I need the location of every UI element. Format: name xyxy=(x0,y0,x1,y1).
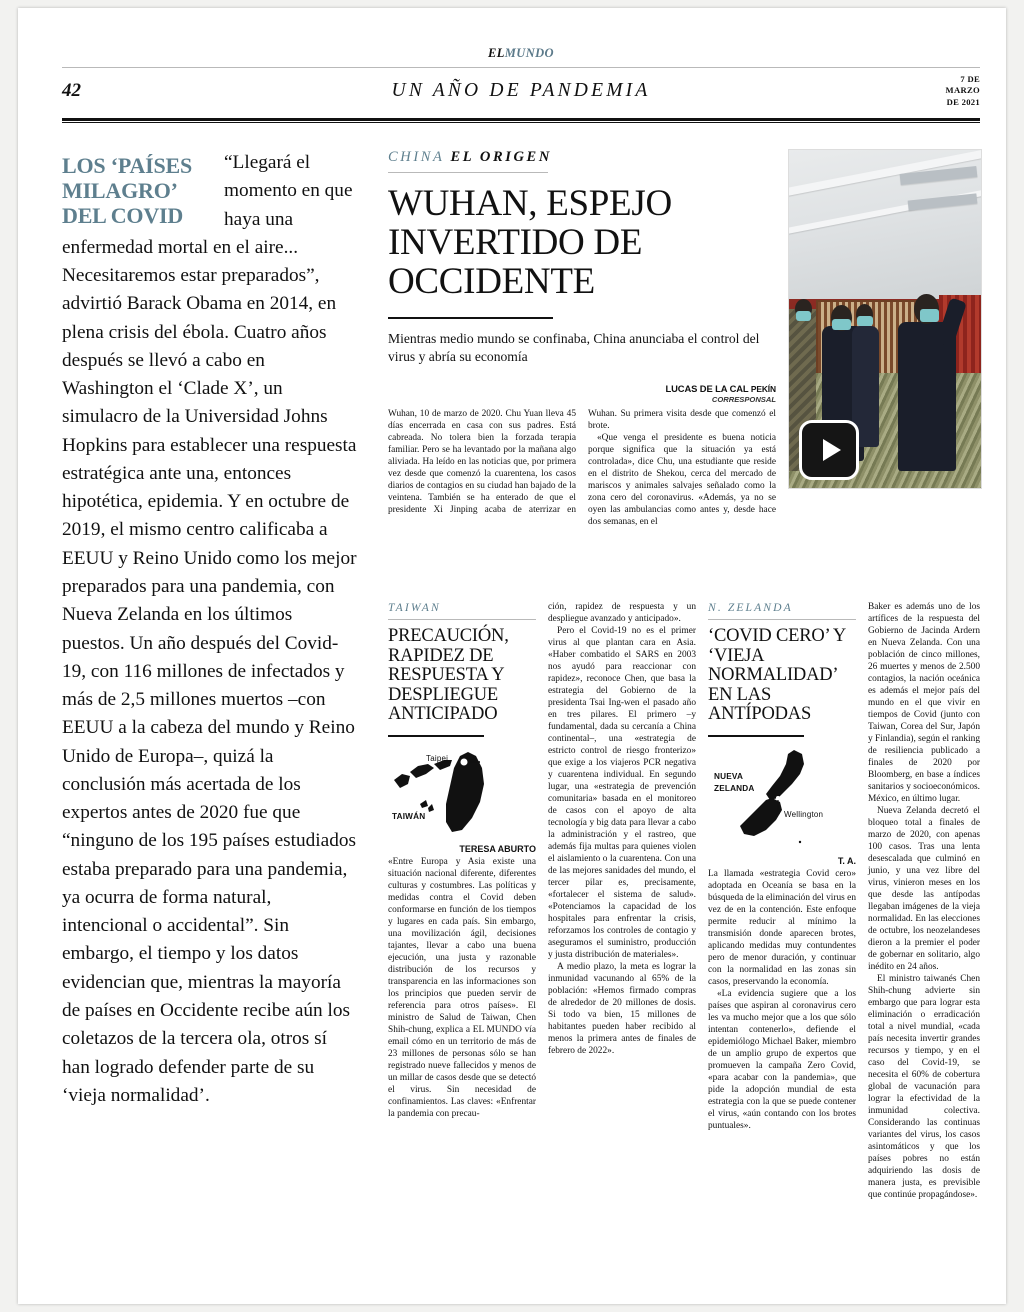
taiwan-overline: TAIWAN xyxy=(388,601,441,614)
photo-mask-xi xyxy=(920,309,939,323)
photo-mask-soldier xyxy=(796,311,811,321)
nzelanda-body-col-1 xyxy=(708,868,856,1132)
main-overline-topic: EL ORIGEN xyxy=(450,149,552,165)
byline-role: CORRESPONSAL xyxy=(711,394,776,404)
play-video-button[interactable] xyxy=(799,420,859,480)
date-line-1: 7 DE xyxy=(960,74,980,84)
nzelanda-body-col-2 xyxy=(868,601,980,1201)
taiwan-col2-para-2: Pero el Covid-19 no es el primer virus al que plantan cara en Asia. «Haber combatido el SARS en 2003 nos ayudó para reaccionar con rapidez», reconoce Chen, que basa la estrategia del Gobierno de la presidenta Tsai Ing-wen el pasado año en tres pilares. El primero –y fundamental, dada su cercanía a China continental–, una «estrategia de estricto control de riesgo fronterizo» que exige a los viajeros PCR negativa y cuarentena individual. En segundo lugar, una «estrategia de prevención comunitaria» basada en el monitoreo de casos con el apoyo de alta tecnología y big data para llevar a cabo la administración y el rastreo, que además fija multas para quienes violen el aislamiento o la cuarentena. Con una de las mejores sanidades del mundo, el tercer pilar es, precisamente, «fortalecer el sistema de salud». «Potenciamos la capacidad de los hospitales para enfrentar la crisis, reforzamos los controles de contagio y aseguramos el suministro, producción y justa distribución de materiales». xyxy=(548,626,696,960)
nzelanda-byline: T. A. xyxy=(837,856,856,867)
nzelanda-section-column-2 xyxy=(868,601,980,1201)
taiwan-map-svg xyxy=(388,746,536,838)
taiwan-map-country-label: TAIWÁN xyxy=(392,812,426,822)
main-overline xyxy=(388,149,776,166)
nzelanda-headline: ‘COVID CERO’ Y ‘VIEJA NORMALIDAD’ EN LAS ANTÍPODAS xyxy=(708,626,846,725)
main-overline-section: CHINA xyxy=(388,149,445,165)
nzelanda-map xyxy=(708,746,856,850)
nzelanda-map-svg xyxy=(708,746,856,850)
newspaper-page xyxy=(18,8,1006,1304)
photo-mask-3 xyxy=(857,316,872,326)
main-para-1: Wuhan, 10 de marzo de 2020. Chu Yuan lleva 45 días encerrada en casa con sus padres. Está cabreada. No tolera bien la forzada terapia familiar. Pero se ha levantado por la mañana algo aliviada. Ha leído en las noticias que, por primera vez desde que comenzó la cuarentena, los casos diarios de contagios en su ciudad han bajado de la veintena. También se ha enterado de que el presidente Xi Jinping acaba de aterrizar en Wuhan. Su primera visita desde que comenzó el brote. xyxy=(388,408,776,515)
masthead xyxy=(62,46,980,64)
main-headline-rule xyxy=(388,317,553,319)
nzelanda-col2-para-1: Baker es además uno de los artífices de la respuesta del Gobierno de Jacinda Ardern en Nueva Zelanda. Con una población de cinco millones, 26 muertes y menos de 2.500 contagios, la nación oceánica es además el mejor país del mundo en el que vivir en tiempos de Covid (junto con Taiwan, Corea del Sur, Japón y Finlandia), según el ranking de resiliencia publicado a finales de 2020 por Bloomberg, en base a índices sanitarios y socioeconómicos. México, en último lugar. xyxy=(868,602,980,804)
taiwan-byline: TERESA ABURTO xyxy=(459,844,536,855)
nzelanda-col1-para-2: «La evidencia sugiere que a los países que aspiran al coronavirus cero les va mucho mejor que a los que sólo intentan contenerlo», defiende el epidemiólogo Michael Baker, miembro de un amplio grupo de expertos que promueven la campaña Zero Covid, «para acabar con la pandemia», que pide la adopción mundial de esta estrategia con la que se puede contener el virus, «aún contando con los brotes puntuales». xyxy=(708,989,856,1132)
page-number: 42 xyxy=(62,80,81,101)
byline-author: LUCAS DE LA CAL xyxy=(665,382,749,394)
body-grid xyxy=(62,149,980,1269)
header-band xyxy=(62,68,980,118)
xi-jinping-wuhan-visit-photo xyxy=(788,149,982,489)
header-rule-thick xyxy=(62,118,980,121)
play-icon xyxy=(823,439,841,461)
left-feature-column xyxy=(62,149,358,1110)
nzelanda-section-column-1 xyxy=(708,601,856,1132)
taiwan-section-column-2 xyxy=(548,601,696,1057)
date-line-3: DE 2021 xyxy=(946,96,980,107)
taiwan-map-city-label: Taipei xyxy=(426,754,449,764)
main-article-body xyxy=(388,408,776,528)
byline-city: PEKÍN xyxy=(750,383,776,394)
taiwan-headline: PRECAUCIÓN, RAPIDEZ DE RESPUESTA Y DESPLIEGUE ANTICIPADO xyxy=(388,626,509,725)
main-para-2: «Que venga el presidente es buena noticia porque significa que la situación ya está controlada», dice Chu, una estudiante que reside en el distrito de Shekou, cerca del mercado de mariscos y animales salvajes señalado como la zona cero del coronavirus. «Además, ya no se oyen las ambulancias como antes y, desde hace dos semanas, en el xyxy=(588,432,776,527)
nzelanda-map-country-line-2: ZELANDA xyxy=(714,784,755,794)
left-feature-body: “Llegará el momento en que haya una enfermedad mortal en el aire... Necesitaremos estar preparados”, advirtió Barack Obama en 2014, en plena crisis del ébola. Cuatro años después se llevó a cabo en Washington el ‘Clade X’, un simulacro de la Universidad Johns Hopkins para establecer una respuesta estratégica ante una, entonces hipotética, epidemia. Y en octubre de 2019, el mismo centro calificaba a EEUU y Reino Unido como los mejor preparados para una pandemia, con Nueva Zelanda en los últimos puestos. Un año después del Covid-19, con 116 millones de infectados y más de 2,5 millones muertos –con EEUU a la cabeza del mundo y Reino Unido de Europa–, quizá la conclusión más acertada de los expertos antes de 2020 fue que “ninguno de los 195 países estudiados estaba preparado para una pandemia, ya ocurra de forma natural, intencional o accidental”. Sin embargo, el tiempo y los datos evidencian que, mientras la mayoría de países en Occidente recibe aún los coletazos de la tercera ola, otros sí han logrado defender parte de su ‘vieja normalidad’. xyxy=(62,152,357,1106)
section-title: UN AÑO DE PANDEMIA xyxy=(391,80,651,101)
page-inner xyxy=(62,46,980,1274)
photo-column xyxy=(788,149,980,489)
taiwan-body-col-1 xyxy=(388,856,536,1120)
nzelanda-col1-para-1: La llamada «estrategia Covid cero» adoptada en Oceanía se basa en la búsqueda de la eliminación del virus en vez de en la contención. Este enfoque permite reducir al mínimo la transmisión donde aparecen brotes, aplicando medidas muy contundentes pero de menor duración, y continuar con la normalidad en las zonas sin casos, preservando la economía. xyxy=(708,869,856,988)
taiwan-body-col-2 xyxy=(548,601,696,1057)
nzelanda-overline-rule xyxy=(708,619,856,620)
nzelanda-overline: N. ZELANDA xyxy=(708,601,793,614)
nzelanda-col2-para-2: Nueva Zelanda decretó el bloqueo total a finales de marzo de 2020, con apenas 100 casos. Tras una lenta desescalada que culminó en junio, y una vez libre del virus, vinieron meses en los que desde las antípodas llegaban imágenes de la vieja normalidad. En las elecciones de octubre, los neozelandeses dieron a la premier el poder de gobernar en solitario, algo inédito en 24 años. xyxy=(868,806,980,972)
main-headline: WUHAN, ESPEJO INVERTIDO DE OCCIDENTE xyxy=(388,183,672,303)
nzelanda-map-city-label: Wellington xyxy=(784,810,824,820)
date-line-2: MARZO xyxy=(945,85,980,96)
main-article-column xyxy=(388,149,776,528)
taiwan-col2-para-1: ción, rapidez de respuesta y un despliegue avanzado y anticipado». xyxy=(548,602,696,624)
left-feature-text-block xyxy=(62,149,358,1110)
taiwan-section-column-1 xyxy=(388,601,536,1120)
left-feature-kicker: LOS ‘PAÍSES MILAGRO’ DEL COVID xyxy=(62,153,193,229)
date-block xyxy=(946,74,980,108)
taiwan-overline-rule xyxy=(388,619,536,620)
logo-mundo: MUNDO xyxy=(504,46,554,60)
nzelanda-map-country-line-1: NUEVA xyxy=(714,772,744,782)
nzelanda-col2-para-3: El ministro taiwanés Chen Shih-chung advierte sin embargo que para lograr esta eliminación o erradicación total a nivel mundial, «cada país necesita invertir grandes recursos y tiempo, y en el caso del Covid-19, se necesita el 60% de cobertura global de vacunación para lograr la efectividad de la inmunidad colectiva. Considerando las continuas variantes del virus, los casos asintomáticos y que los países pobres no están adquiriendo las dosis de manera justa, es previsible que continúe propagándose». xyxy=(868,974,980,1200)
photo-mask-2 xyxy=(832,319,851,330)
logo-el: EL xyxy=(487,46,505,60)
main-byline-wrap xyxy=(388,383,776,404)
taiwan-headline-rule xyxy=(388,735,484,737)
elmundo-logo xyxy=(62,46,980,61)
main-standfirst: Mientras medio mundo se confinaba, China anunciaba el control del virus y abría su economía xyxy=(388,331,760,365)
main-overline-rule xyxy=(388,172,548,173)
nzelanda-headline-rule xyxy=(708,735,804,737)
taiwan-col1-para: «Entre Europa y Asia existe una situación nacional diferente, diferentes culturas y costumbres. Las políticas y medidas contra el Covid deben conformarse en función de los tiempos y lugares en cada país. Sin embargo, una movilización ágil, decisiones tajantes, llevar a cabo una buena ejecución, una justa y razonable distribución de los recursos y transparencia en las informaciones son los principios que pueden servir de referencia para otros países». El ministro de Salud de Taiwan, Chen Shih-chung, explica a EL MUNDO vía email cómo en un territorio de más de 23 millones de personas sólo se han registrado nueve fallecidos y menos de un millar de casos desde que se detectó el virus. Sin necesidad de confinamientos. Las claves: «Enfrentar la pandemia con precau- xyxy=(388,857,536,1120)
header-rule-thin xyxy=(62,122,980,123)
main-byline xyxy=(388,383,776,394)
taiwan-col2-para-3: A medio plazo, la meta es lograr la inmunidad vacunando al 65% de la población: «Hemos firmado compras de alrededor de 20 millones de dosis. Si todo va bien, 15 millones de habitantes pueden haber recibido al menos la primera antes de finales de febrero de 2022». xyxy=(548,962,696,1056)
taiwan-map xyxy=(388,746,536,838)
